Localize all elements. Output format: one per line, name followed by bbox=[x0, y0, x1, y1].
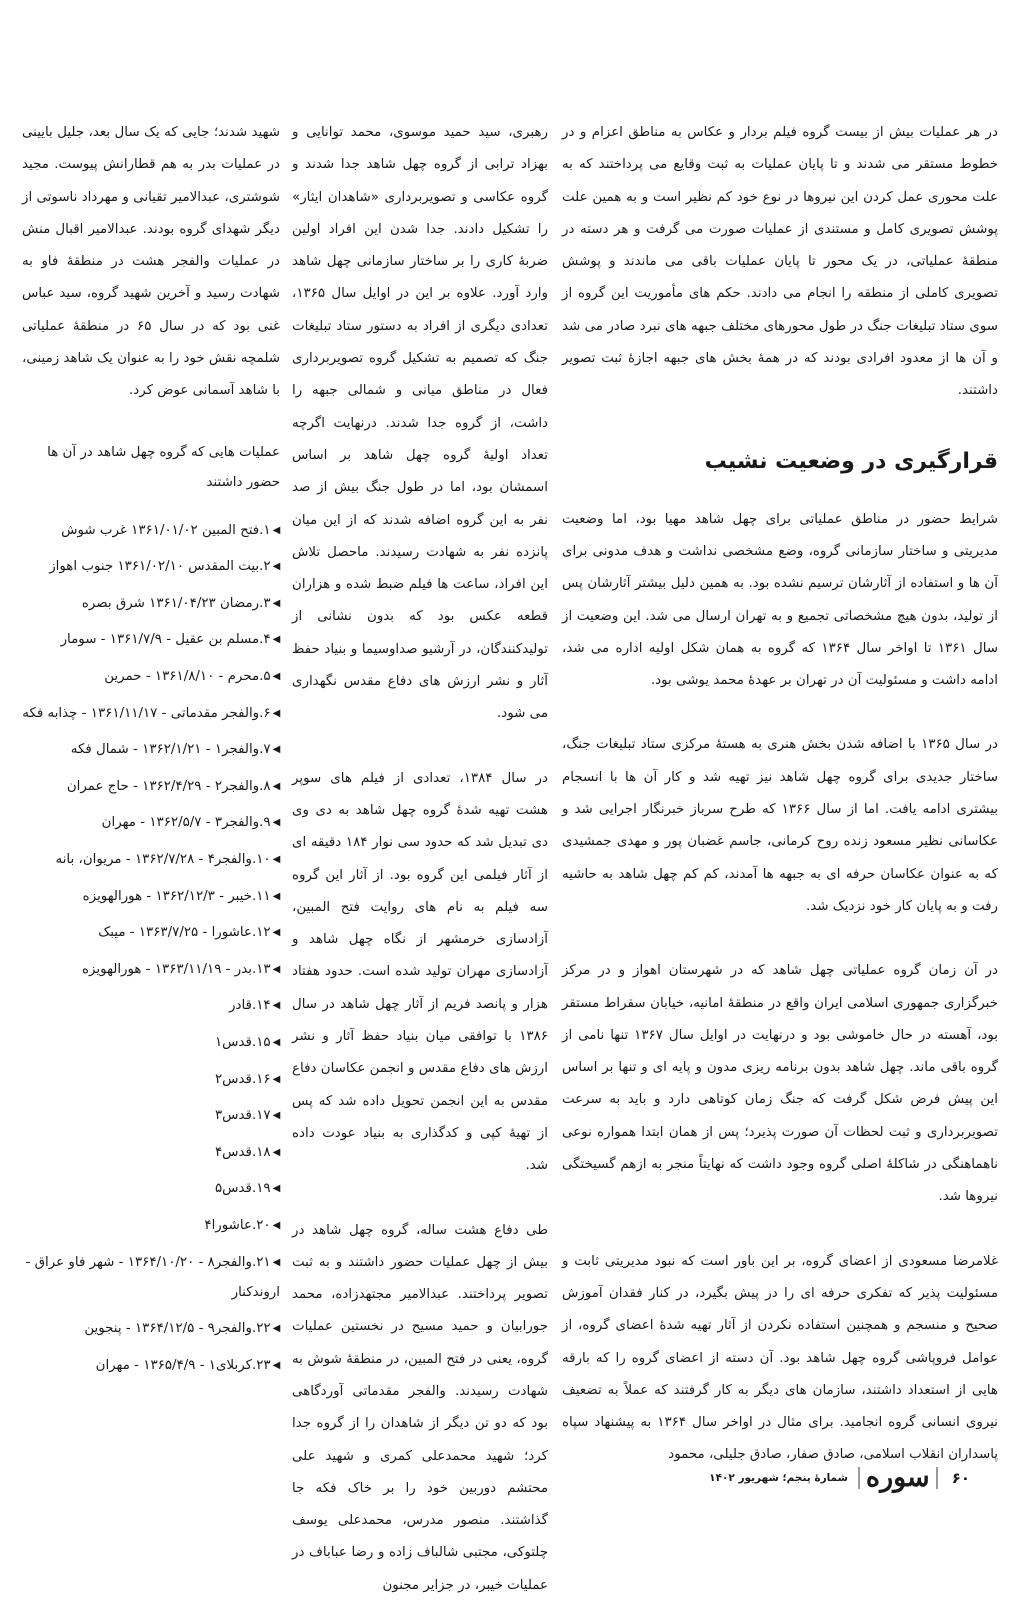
operations-list-title: عملیات هایی که گروه چهل شاهد در آن ها حضور داشتند bbox=[22, 438, 280, 498]
bullet-triangle-icon: ◀ bbox=[273, 589, 280, 619]
article-column-right bbox=[562, 117, 998, 1472]
operation-label: ۱۴.قادر bbox=[229, 998, 271, 1013]
footer-divider bbox=[858, 1467, 860, 1489]
body-paragraph: در سال ۱۳۶۵ با اضافه شدن بخش هنری به هستهٔ مرکزی ستاد تبلیغات جنگ، ساختار جدیدی برای گروه چهل شاهد نیز تهیه شد و کار آن ها با انسجام بیشتری ادامه یافت. اما از سال ۱۳۶۶ که طرح سرباز خبرنگار اجرایی شد و عکاسانی نظیر مسعود زنده روح کرمانی، جاسم غضبان پور و مهدی جمشیدی که به عنوان عکاسان حرفه ای به جبهه ها آمدند، کم کم چهل شاهد به حاشیه رفت و به پایان کار خود نزدیک شد. bbox=[562, 729, 998, 923]
section-heading: قرارگیری در وضعیت نشیب bbox=[562, 442, 998, 482]
body-paragraph: رهبری، سید حمید موسوی، محمد توانایی و بهزاد ترابی از گروه چهل شاهد جدا شدند و گروه عکاسی و تصویربرداری «شاهدان ایثار» را تشکیل دادند. جدا شدن این افراد اولین ضربهٔ کاری را بر ساختار سازمانی چهل شاهد وارد آورد. علاوه بر این در اوایل سال ۱۳۶۵، تعدادی دیگری از افراد به دستور ستاد تبلیغات جنگ که تصمیم به تشکیل گروه تصویربرداری فعال در مناطق میانی و شمالی جبهه را داشت، از گروه جدا شدند. درنهایت اگرچه تعداد اولیهٔ گروه چهل شاهد بر اساس اسمشان بود، اما در طول جنگ بیش از صد نفر به این گروه اضافه شدند که از این میان پانزده نفر به شهادت رسیدند. ماحصل تلاش این افراد، ساعت ها فیلم ضبط شده و هزاران قطعه عکس بود که بدون نشانی از تولیدکنندگان، در آرشیو صداوسیما و بنیاد حفظ آثار و نشر ارزش های دفاع مقدس نگهداری می شود. bbox=[292, 117, 548, 731]
list-item bbox=[22, 699, 280, 729]
list-item bbox=[22, 1028, 280, 1058]
page-number: ۶۰ bbox=[952, 1469, 970, 1487]
issue-info: شمارهٔ پنجم؛ شهریور ۱۴۰۲ bbox=[709, 1472, 848, 1484]
operation-label: ۱۹.قدس۵ bbox=[215, 1181, 271, 1196]
operation-label: ۱۷.قدس۳ bbox=[215, 1108, 271, 1123]
list-item bbox=[22, 1248, 280, 1308]
operation-label: ۲۱.والفجر۸ - ۱۳۶۴/۱۰/۲۰ - شهر فاو عراق - اروندکنار bbox=[26, 1255, 280, 1300]
bullet-triangle-icon: ◀ bbox=[273, 552, 280, 582]
bullet-triangle-icon: ◀ bbox=[273, 662, 280, 692]
list-item bbox=[22, 1351, 280, 1381]
operation-label: ۱۶.قدس۲ bbox=[215, 1072, 271, 1087]
bullet-triangle-icon: ◀ bbox=[273, 882, 280, 912]
list-item bbox=[22, 735, 280, 765]
article-column-left bbox=[22, 117, 280, 1387]
bullet-triangle-icon: ◀ bbox=[273, 1248, 280, 1278]
operation-label: ۲.بیت المقدس ۱۳۶۱/۰۲/۱۰ جنوب اهواز bbox=[49, 559, 270, 574]
operation-label: ۱۰.والفجر۴ - ۱۳۶۲/۷/۲۸ - مریوان، بانه bbox=[56, 852, 271, 867]
bullet-triangle-icon: ◀ bbox=[273, 1351, 280, 1381]
operation-label: ۶.والفجر مقدماتی - ۱۳۶۱/۱۱/۱۷ - چذابه فکه bbox=[22, 706, 270, 721]
bullet-triangle-icon: ◀ bbox=[273, 772, 280, 802]
footer-divider bbox=[936, 1467, 938, 1489]
operation-label: ۵.محرم - ۱۳۶۱/۸/۱۰ - حمرین bbox=[104, 669, 270, 684]
list-item bbox=[22, 1101, 280, 1131]
bullet-triangle-icon: ◀ bbox=[273, 1314, 280, 1344]
operation-label: ۴.مسلم بن عقیل - ۱۳۶۱/۷/۹ - سومار bbox=[61, 632, 271, 647]
operation-label: ۱۸.قدس۴ bbox=[215, 1145, 271, 1160]
bullet-triangle-icon: ◀ bbox=[273, 1028, 280, 1058]
list-item bbox=[22, 1138, 280, 1168]
bullet-triangle-icon: ◀ bbox=[273, 699, 280, 729]
list-item bbox=[22, 918, 280, 948]
operation-label: ۱۵.قدس۱ bbox=[215, 1035, 271, 1050]
body-paragraph: شرایط حضور در مناطق عملیاتی برای چهل شاهد مهیا بود، اما وضعیت مدیریتی و ساختار سازمانی گروه، وضع مشخصی نداشت و هدف مدونی برای آن ها و استفاده از آثارشان ترسیم نشده بود. به همین دلیل بیشتر آثارشان پس از تولید، بدون هیچ مشخصاتی تجمیع و به تهران ارسال می شد. این وضعیت از سال ۱۳۶۱ تا اواخر سال ۱۳۶۴ که گروه به همان شکل اولیه اداره می شد، ادامه داشت و مسئولیت آن در تهران بر عهدهٔ محمد یوشی بود. bbox=[562, 504, 998, 698]
article-column-middle bbox=[292, 117, 548, 1602]
list-item bbox=[22, 589, 280, 619]
body-paragraph: در هر عملیات بیش از بیست گروه فیلم بردار و عکاس به مناطق اعزام و در خطوط مستقر می شدند و تا پایان عملیات به ثبت وقایع می پرداختند که به علت محوری عمل کردن این نیروها در نوع خود کم نظیر است و به همین علت پوشش تصویری کامل و مستندی از عملیات صورت می گرفت و هر دسته در منطقهٔ عملیاتی، در یک محور تا پایان عملیات باقی می ماندند و پوشش تصویری کاملی از منطقه را انجام می دادند. حکم های مأموریت این گروه از سوی ستاد تبلیغات جنگ در طول محورهای مختلف جبهه های نبرد صادر می شد و آن ها از معدود افرادی بودند که در همهٔ بخش های جبهه اجازهٔ ثبت تصویر داشتند. bbox=[562, 117, 998, 408]
bullet-triangle-icon: ◀ bbox=[273, 1211, 280, 1241]
list-item bbox=[22, 955, 280, 985]
page-footer bbox=[700, 1461, 970, 1495]
list-item bbox=[22, 1211, 280, 1241]
list-item bbox=[22, 1314, 280, 1344]
list-item bbox=[22, 845, 280, 875]
bullet-triangle-icon: ◀ bbox=[273, 918, 280, 948]
list-item bbox=[22, 1065, 280, 1095]
bullet-triangle-icon: ◀ bbox=[273, 1174, 280, 1204]
magazine-logo: سوره bbox=[866, 1463, 930, 1493]
operation-label: ۹.والفجر۳ - ۱۳۶۲/۵/۷ - مهران bbox=[102, 815, 271, 830]
list-item bbox=[22, 882, 280, 912]
operation-label: ۱.فتح المبین ۱۳۶۱/۰۱/۰۲ غرب شوش bbox=[61, 523, 270, 538]
list-item bbox=[22, 662, 280, 692]
bullet-triangle-icon: ◀ bbox=[273, 1065, 280, 1095]
bullet-triangle-icon: ◀ bbox=[273, 1138, 280, 1168]
operations-list bbox=[22, 516, 280, 1381]
body-paragraph: در سال ۱۳۸۴، تعدادی از فیلم های سوپر هشت تهیه شدهٔ گروه چهل شاهد به دی وی دی تبدیل شد که حدود سی نوار ۱۸۴ دقیقه ای از آثار فیلمی این گروه بود. از آثار این گروه سه فیلم به نام های روایت فتح المبین، آزادسازی خرمشهر از نگاه چهل شاهد و آزادسازی مهران تولید شده است. حدود هفتاد هزار و پانصد فریم از آثار چهل شاهد در سال ۱۳۸۶ با توافقی میان بنیاد حفظ آثار و نشر ارزش های دفاع مقدس و انجمن عکاسان دفاع مقدس به این انجمن تحویل داده شد که پس از تهیهٔ کپی و کدگذاری به بنیاد عودت داده شد. bbox=[292, 763, 548, 1183]
list-item bbox=[22, 991, 280, 1021]
list-item bbox=[22, 552, 280, 582]
bullet-triangle-icon: ◀ bbox=[273, 516, 280, 546]
bullet-triangle-icon: ◀ bbox=[273, 1101, 280, 1131]
list-item bbox=[22, 516, 280, 546]
body-paragraph: طی دفاع هشت ساله، گروه چهل شاهد در بیش از چهل عملیات حضور داشتند و به ثبت تصویر پرداختند. عبدالامیر مجتهدزاده، محمد جورابیان و حمید مسیح در نخستین عملیات گروه، یعنی در فتح المبین، در منطقهٔ شوش به شهادت رسیدند. والفجر مقدماتی آوردگاهی بود که دو تن دیگر از شاهدان را از گروه جدا کرد؛ شهید محمدعلی کمری و شهید علی محتشم دوربین خود را بر خاک فکه جا گذاشتند. منصور مدرس، محمدعلی یوسف چلتوکی، مجتبی شالباف زاده و رضا عباباف در عملیات خیبر، در جزایر مجنون bbox=[292, 1215, 548, 1602]
body-paragraph: غلامرضا مسعودی از اعضای گروه، بر این باور است که نبود مدیریتی ثابت و مسئولیت پذیر که تفکری حرفه ای را در پیش بگیرد، در کنار فقدان آموزش صحیح و منسجم و همچنین استفاده نکردن از آثار تهیه شدهٔ اعضای گروه، از عوامل فروپاشی گروه چهل شاهد بود. آن دسته از اعضای گروه را که بارقه هایی از استعداد داشتند، سازمان های دیگر به کار گرفتند که عملاً به تضعیف نیروی انسانی گروه انجامید. برای مثال در اواخر سال ۱۳۶۴ به پیشنهاد سپاه پاسداران انقلاب اسلامی، صادق صفار، صادق جلیلی، محمود bbox=[562, 1246, 998, 1472]
body-paragraph: شهید شدند؛ جایی که یک سال بعد، جلیل بایینی در عملیات بدر به هم قطارانش پیوست. مجید شوشتری، عبدالامیر تقیانی و مهرداد ناسوتی از دیگر شهدای گروه بودند. عبدالامیر اقبال منش در عملیات والفجر هشت در منطقهٔ فاو به شهادت رسید و آخرین شهید گروه، سید عباس غنی بود که در سال ۶۵ در منطقهٔ عملیاتی شلمچه نقش خود را به عنوان یک شاهد زمینی، با شاهد آسمانی عوض کرد. bbox=[22, 117, 280, 408]
operation-label: ۲۳.کربلای۱ - ۱۳۶۵/۴/۹ - مهران bbox=[96, 1358, 271, 1373]
operation-label: ۱۳.بدر - ۱۳۶۳/۱۱/۱۹ - هورالهویزه bbox=[82, 962, 271, 977]
bullet-triangle-icon: ◀ bbox=[273, 991, 280, 1021]
operation-label: ۱۲.عاشورا - ۱۳۶۳/۷/۲۵ - میبک bbox=[98, 925, 270, 940]
bullet-triangle-icon: ◀ bbox=[273, 808, 280, 838]
operation-label: ۸.والفجر۲ - ۱۳۶۲/۴/۲۹ - حاج عمران bbox=[67, 779, 271, 794]
list-item bbox=[22, 808, 280, 838]
list-item bbox=[22, 1174, 280, 1204]
operation-label: ۷.والفجر۱ - ۱۳۶۲/۱/۲۱ - شمال فکه bbox=[71, 742, 271, 757]
bullet-triangle-icon: ◀ bbox=[273, 625, 280, 655]
operation-label: ۱۱.خیبر - ۱۳۶۲/۱۲/۳ - هورالهویزه bbox=[83, 889, 271, 904]
bullet-triangle-icon: ◀ bbox=[273, 845, 280, 875]
operation-label: ۲۰.عاشورا۴ bbox=[204, 1218, 270, 1233]
bullet-triangle-icon: ◀ bbox=[273, 955, 280, 985]
operation-label: ۳.رمضان ۱۳۶۱/۰۴/۲۳ شرق بصره bbox=[82, 596, 271, 611]
bullet-triangle-icon: ◀ bbox=[273, 735, 280, 765]
operation-label: ۲۲.والفجر۹ - ۱۳۶۴/۱۲/۵ - پنجوین bbox=[84, 1321, 270, 1336]
list-item bbox=[22, 625, 280, 655]
body-paragraph: در آن زمان گروه عملیاتی چهل شاهد که در شهرستان اهواز و در مرکز خبرگزاری جمهوری اسلامی ایران واقع در منطقهٔ امانیه، خیابان سقراط مستقر بود، آهسته در حال خاموشی بود و درنهایت در اوایل سال ۱۳۶۷ تنها نامی از گروه باقی ماند. چهل شاهد بدون برنامه ریزی مدون و پایه ای و تنها بر اساس این پیش فرض شکل گرفت که جنگ زمان کوتاهی دارد و باید به سرعت تصویربرداری و ثبت لحظات آن صورت پذیرد؛ پس از همان ابتدا همواره نوعی ناهماهنگی در شاکلهٔ اصلی گروه وجود داشت که نهایتاً منجر به ازهم گسیختگی نیروها شد. bbox=[562, 955, 998, 1213]
list-item bbox=[22, 772, 280, 802]
